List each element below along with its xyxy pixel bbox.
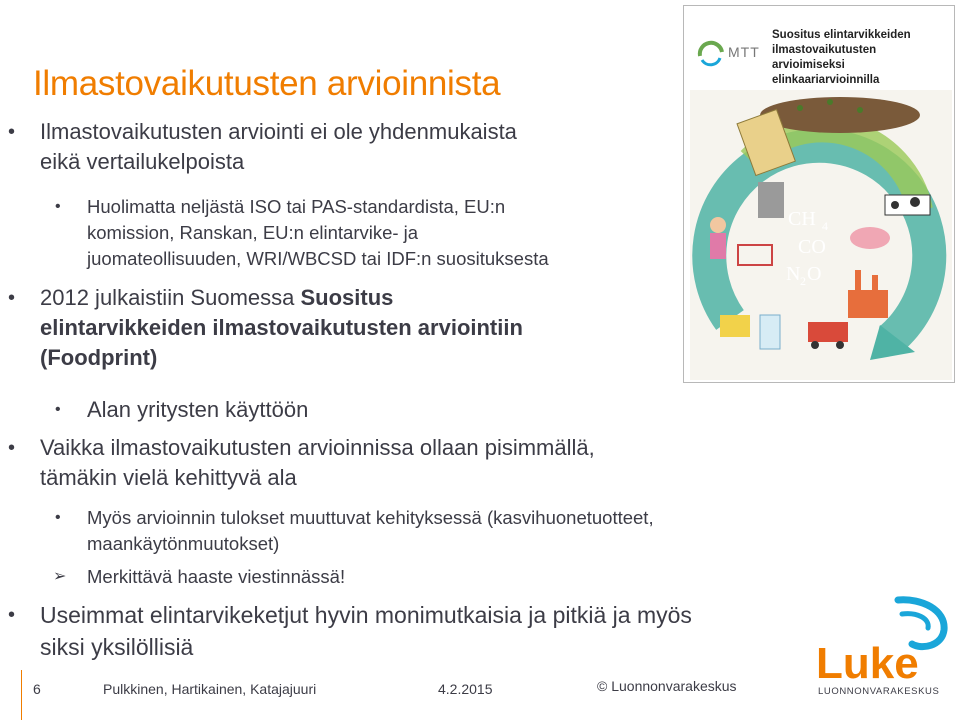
mtt-logo-text: MTT: [728, 44, 760, 60]
bullet-3-1: • Myös arvioinnin tulokset muuttuvat kehityksessä (kasvihuonetuotteet, maankäytönmuutokset): [55, 507, 654, 554]
bullet-dot: •: [55, 198, 61, 215]
luke-logo-subtitle: LUONNONVARAKESKUS: [818, 686, 940, 697]
gas-label-n2o-sub: 2: [800, 274, 806, 288]
bullet-1-1: • Huolimatta neljästä ISO tai PAS-standardista, EU:n komission, Ranskan, EU:n elintarvike- ja juomateollisuuden, WRI/WBCSD tai IDF:n suosituksesta: [55, 196, 549, 269]
footer-copyright: © Luonnonvarakeskus: [597, 678, 737, 694]
bullet-1: • Ilmastovaikutusten arviointi ei ole yhdenmukaista eikä vertailukelpoista: [8, 119, 517, 174]
luke-logo-text: Luke: [816, 639, 919, 688]
publication-cover-image: [683, 5, 955, 383]
bullet-dot: •: [55, 509, 61, 526]
bullet-4: • Useimmat elintarvikeketjut hyvin monimutkaisia ja pitkiä ja myös siksi yksilöllisiä: [40, 599, 692, 663]
footer-authors: Pulkkinen, Hartikainen, Katajajuuri: [103, 681, 317, 697]
footer-date: 4.2.2015: [438, 681, 493, 697]
mtt-logo-icon: [696, 38, 726, 68]
gas-label-ch4-sub: 4: [822, 219, 828, 233]
cover-title: Suositus elintarvikkeiden ilmastovaikutusten arvioimiseksi elinkaariarvioinnilla: [772, 29, 911, 86]
bullet-3: • Vaikka ilmastovaikutusten arvioinnissa ollaan pisimmällä, tämäkin vielä kehittyvä ala: [8, 435, 595, 490]
gas-label-co: CO: [798, 236, 826, 258]
slide-title: Ilmastovaikutusten arvioinnista: [33, 64, 501, 103]
page-number: 6: [33, 681, 41, 697]
luke-logo: [812, 596, 952, 698]
bullet-2: • 2012 julkaistiin Suomessa Suositus elintarvikkeiden ilmastovaikutusten arviointiin (Foodprint): [8, 285, 523, 370]
arrow-bullet-icon: ➢: [53, 568, 67, 585]
gas-label-n2o-end: O: [807, 263, 822, 285]
bullet-dot: •: [8, 437, 16, 459]
bullet-3-2: ➢ Merkittävä haaste viestinnässä!: [87, 564, 345, 590]
bullet-dot: •: [8, 287, 16, 309]
bullet-2-1: • Alan yritysten käyttöön: [87, 395, 308, 425]
bullet-dot: •: [8, 604, 16, 626]
food-lifecycle-illustration: [690, 90, 952, 380]
bullet-dot: •: [55, 401, 61, 418]
gas-label-ch4: CH: [788, 208, 816, 230]
gas-label-n2o: N: [786, 263, 801, 285]
footer-divider: [21, 670, 22, 720]
bullet-dot: •: [8, 121, 16, 143]
